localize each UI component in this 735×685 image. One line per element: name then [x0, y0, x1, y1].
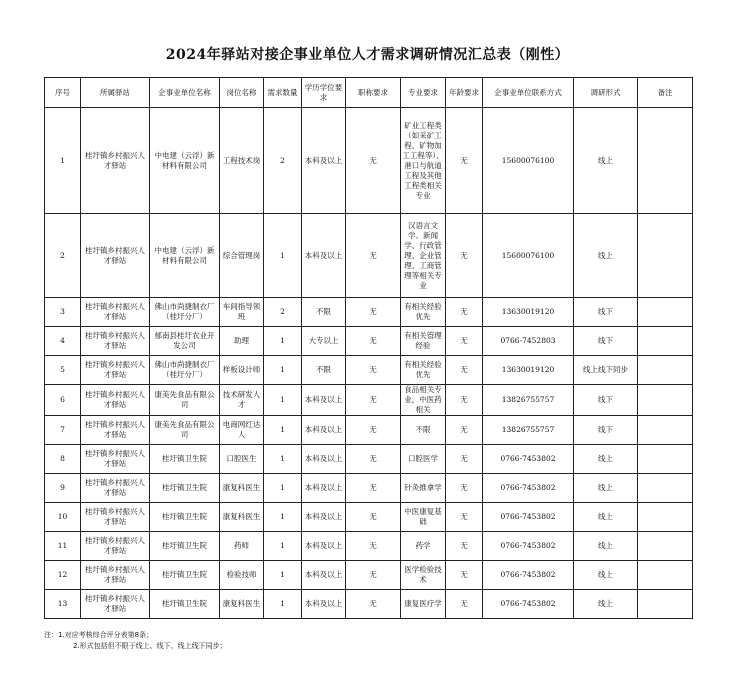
table-row	[45, 356, 693, 385]
row-major: 中医康复基础	[401, 503, 446, 532]
header-count: 需求数量	[264, 78, 302, 108]
row-post: 康复科医生	[220, 503, 264, 532]
row-age: 无	[446, 298, 483, 327]
row-education: 大专以上	[302, 327, 346, 356]
row-education: 本科及以上	[302, 445, 346, 474]
row-remark	[638, 385, 693, 416]
row-unit: 中电建（云浮）新材料有限公司	[150, 108, 220, 214]
row-survey-mode: 线下	[574, 385, 638, 416]
row-number: 9	[45, 474, 81, 503]
table-row	[45, 503, 693, 532]
table-row	[45, 108, 693, 214]
row-age: 无	[446, 214, 483, 298]
row-title-requirement: 无	[346, 590, 401, 619]
row-post: 样板设计师	[220, 356, 264, 385]
row-survey-mode: 线上	[574, 590, 638, 619]
row-education: 本科及以上	[302, 108, 346, 214]
row-remark	[638, 474, 693, 503]
row-station: 桂圩镇乡村振兴人才驿站	[81, 474, 150, 503]
row-number: 6	[45, 385, 81, 416]
row-remark	[638, 214, 693, 298]
row-education: 本科及以上	[302, 214, 346, 298]
row-title-requirement: 无	[346, 532, 401, 561]
row-unit: 桂圩镇卫生院	[150, 503, 220, 532]
row-number: 2	[45, 214, 81, 298]
row-station: 桂圩镇乡村振兴人才驿站	[81, 416, 150, 445]
row-station: 桂圩镇乡村振兴人才驿站	[81, 385, 150, 416]
row-unit: 桂圩镇卫生院	[150, 532, 220, 561]
row-station: 桂圩镇乡村振兴人才驿站	[81, 532, 150, 561]
row-title-requirement: 无	[346, 503, 401, 532]
row-count: 1	[264, 385, 302, 416]
row-survey-mode: 线上	[574, 474, 638, 503]
row-remark	[638, 590, 693, 619]
row-post: 综合管理岗	[220, 214, 264, 298]
row-number: 8	[45, 445, 81, 474]
row-remark	[638, 298, 693, 327]
header-survey-mode: 调研形式	[574, 78, 638, 108]
row-post: 康复科医生	[220, 474, 264, 503]
row-title-requirement: 无	[346, 445, 401, 474]
row-number: 7	[45, 416, 81, 445]
row-major: 康复医疗学	[401, 590, 446, 619]
row-count: 1	[264, 327, 302, 356]
row-age: 无	[446, 416, 483, 445]
row-number: 3	[45, 298, 81, 327]
row-title-requirement: 无	[346, 298, 401, 327]
row-survey-mode: 线上	[574, 532, 638, 561]
table-row	[45, 561, 693, 590]
row-age: 无	[446, 108, 483, 214]
row-unit: 郁南县桂圩农业开发公司	[150, 327, 220, 356]
row-contact: 0766-7453802	[483, 561, 574, 590]
row-station: 桂圩镇乡村振兴人才驿站	[81, 298, 150, 327]
row-unit: 中电建（云浮）新材料有限公司	[150, 214, 220, 298]
row-number: 1	[45, 108, 81, 214]
row-major: 不限	[401, 416, 446, 445]
row-post: 检验技师	[220, 561, 264, 590]
row-education: 本科及以上	[302, 561, 346, 590]
row-remark	[638, 416, 693, 445]
row-age: 无	[446, 445, 483, 474]
row-contact: 15600076100	[483, 108, 574, 214]
row-remark	[638, 356, 693, 385]
row-survey-mode: 线上	[574, 214, 638, 298]
row-title-requirement: 无	[346, 416, 401, 445]
table-row	[45, 385, 693, 416]
row-survey-mode: 线上	[574, 561, 638, 590]
row-unit: 康美先食品有限公司	[150, 416, 220, 445]
row-post: 口腔医生	[220, 445, 264, 474]
row-education: 本科及以上	[302, 532, 346, 561]
row-age: 无	[446, 474, 483, 503]
row-survey-mode: 线上线下同步	[574, 356, 638, 385]
row-survey-mode: 线上	[574, 108, 638, 214]
row-education: 本科及以上	[302, 590, 346, 619]
row-post: 药师	[220, 532, 264, 561]
row-number: 11	[45, 532, 81, 561]
row-unit: 桂圩镇卫生院	[150, 590, 220, 619]
row-count: 2	[264, 108, 302, 214]
talent-demand-table	[44, 77, 693, 619]
row-post: 技术研发人才	[220, 385, 264, 416]
footnote-2: 2.形式包括但不限于线上、线下、线上线下同步；	[73, 642, 227, 650]
row-remark	[638, 108, 693, 214]
row-remark	[638, 327, 693, 356]
row-station: 桂圩镇乡村振兴人才驿站	[81, 327, 150, 356]
row-count: 2	[264, 298, 302, 327]
header-no: 序号	[45, 78, 81, 108]
row-education: 本科及以上	[302, 474, 346, 503]
row-station: 桂圩镇乡村振兴人才驿站	[81, 356, 150, 385]
header-major: 专业要求	[401, 78, 446, 108]
row-count: 1	[264, 590, 302, 619]
row-station: 桂圩镇乡村振兴人才驿站	[81, 445, 150, 474]
row-number: 10	[45, 503, 81, 532]
header-age: 年龄要求	[446, 78, 483, 108]
row-station: 桂圩镇乡村振兴人才驿站	[81, 214, 150, 298]
row-contact: 0766-7452803	[483, 327, 574, 356]
row-age: 无	[446, 356, 483, 385]
row-contact: 0766-7453802	[483, 503, 574, 532]
row-contact: 13826755757	[483, 385, 574, 416]
row-contact: 0766-7453802	[483, 445, 574, 474]
header-contact: 企事业单位联系方式	[483, 78, 574, 108]
row-post: 康复科医生	[220, 590, 264, 619]
row-major: 针灸推拿学	[401, 474, 446, 503]
header-station: 所属驿站	[81, 78, 150, 108]
row-age: 无	[446, 385, 483, 416]
row-title-requirement: 无	[346, 356, 401, 385]
table-header-row	[45, 78, 693, 108]
row-count: 1	[264, 503, 302, 532]
row-unit: 佛山市尚捷制衣厂（桂圩分厂）	[150, 356, 220, 385]
row-age: 无	[446, 327, 483, 356]
row-education: 本科及以上	[302, 503, 346, 532]
row-unit: 桂圩镇卫生院	[150, 561, 220, 590]
page-title: 2024年驿站对接企事业单位人才需求调研情况汇总表（刚性）	[165, 47, 570, 63]
table-body	[45, 108, 693, 619]
row-post: 工程技术岗	[220, 108, 264, 214]
row-station: 桂圩镇乡村振兴人才驿站	[81, 590, 150, 619]
row-number: 4	[45, 327, 81, 356]
row-remark	[638, 532, 693, 561]
row-survey-mode: 线下	[574, 298, 638, 327]
row-title-requirement: 无	[346, 214, 401, 298]
header-education: 学历学位要求	[302, 78, 346, 108]
row-count: 1	[264, 561, 302, 590]
row-number: 13	[45, 590, 81, 619]
row-count: 1	[264, 474, 302, 503]
row-title-requirement: 无	[346, 474, 401, 503]
row-major: 药学	[401, 532, 446, 561]
row-survey-mode: 线上	[574, 503, 638, 532]
row-count: 1	[264, 445, 302, 474]
row-contact: 13630019120	[483, 298, 574, 327]
header-unit: 企事业单位名称	[150, 78, 220, 108]
row-survey-mode: 线下	[574, 327, 638, 356]
row-post: 助理	[220, 327, 264, 356]
row-title-requirement: 无	[346, 327, 401, 356]
header-post: 岗位名称	[220, 78, 264, 108]
row-post: 车间指导领班	[220, 298, 264, 327]
row-station: 桂圩镇乡村振兴人才驿站	[81, 503, 150, 532]
table-row	[45, 298, 693, 327]
row-unit: 桂圩镇卫生院	[150, 445, 220, 474]
row-major: 有相关管理经验	[401, 327, 446, 356]
header-title-requirement: 职称要求	[346, 78, 401, 108]
row-number: 12	[45, 561, 81, 590]
table-row	[45, 327, 693, 356]
table-row	[45, 416, 693, 445]
row-age: 无	[446, 532, 483, 561]
row-contact: 15600076100	[483, 214, 574, 298]
row-major: 有相关经验优先	[401, 356, 446, 385]
row-remark	[638, 503, 693, 532]
table-row	[45, 590, 693, 619]
row-title-requirement: 无	[346, 108, 401, 214]
row-remark	[638, 561, 693, 590]
row-age: 无	[446, 503, 483, 532]
table-row	[45, 474, 693, 503]
row-major: 有相关经验优先	[401, 298, 446, 327]
row-survey-mode: 线下	[574, 416, 638, 445]
row-education: 不限	[302, 298, 346, 327]
header-remark: 备注	[638, 78, 693, 108]
row-major: 汉语言文学、新闻学、行政管理、企业管理、工商管理等相关专业	[401, 214, 446, 298]
row-unit: 康美先食品有限公司	[150, 385, 220, 416]
footnote-1: 注：1.对应考核综合评分表第8条；	[44, 631, 154, 639]
row-major: 食品相关专业，中医药相关	[401, 385, 446, 416]
table-row	[45, 214, 693, 298]
row-post: 电商网红达人	[220, 416, 264, 445]
row-education: 本科及以上	[302, 416, 346, 445]
row-remark	[638, 445, 693, 474]
row-number: 5	[45, 356, 81, 385]
row-unit: 桂圩镇卫生院	[150, 474, 220, 503]
row-title-requirement: 无	[346, 385, 401, 416]
row-contact: 0766-7453802	[483, 532, 574, 561]
row-contact: 0766-7453802	[483, 474, 574, 503]
table-row	[45, 532, 693, 561]
row-contact: 0766-7453802	[483, 590, 574, 619]
row-count: 1	[264, 532, 302, 561]
row-major: 口腔医学	[401, 445, 446, 474]
row-age: 无	[446, 561, 483, 590]
row-major: 医学检验技术	[401, 561, 446, 590]
row-age: 无	[446, 590, 483, 619]
row-station: 桂圩镇乡村振兴人才驿站	[81, 108, 150, 214]
row-station: 桂圩镇乡村振兴人才驿站	[81, 561, 150, 590]
row-contact: 13826755757	[483, 416, 574, 445]
table-row	[45, 445, 693, 474]
row-unit: 佛山市尚捷制衣厂（桂圩分厂）	[150, 298, 220, 327]
row-count: 1	[264, 356, 302, 385]
row-title-requirement: 无	[346, 561, 401, 590]
row-education: 本科及以上	[302, 385, 346, 416]
row-count: 1	[264, 416, 302, 445]
row-education: 不限	[302, 356, 346, 385]
row-contact: 13630019120	[483, 356, 574, 385]
row-survey-mode: 线上	[574, 445, 638, 474]
row-count: 1	[264, 214, 302, 298]
row-major: 矿业工程类（如采矿工程、矿物加工工程等）、港口与航道工程及其他工程类相关专业	[401, 108, 446, 214]
